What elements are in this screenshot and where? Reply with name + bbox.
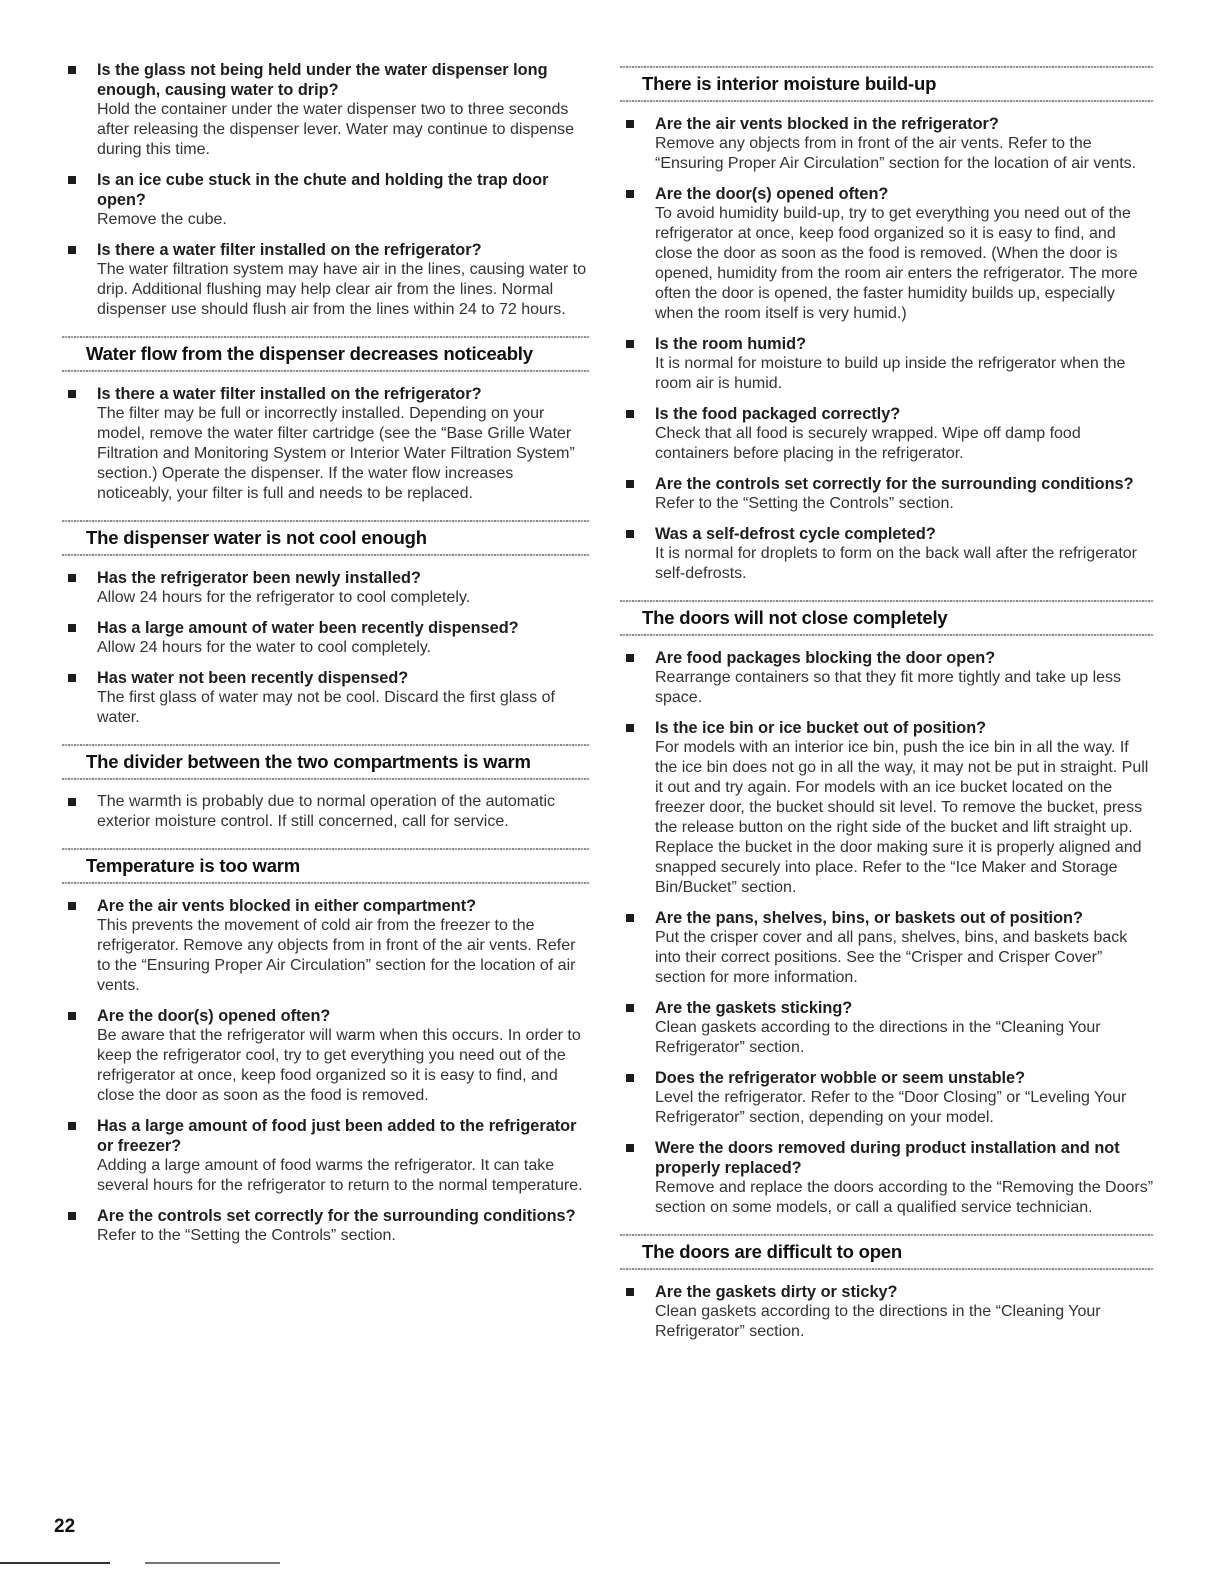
section-header [62, 744, 590, 780]
item-answer: Remove and replace the doors according to the “Removing the Doors” section on some models, or call a qualified service technician. [655, 1179, 1154, 1216]
section-heading: Water flow from the dispenser decreases noticeably [86, 343, 533, 364]
bullet-icon [68, 1012, 76, 1020]
item-answer: For models with an interior ice bin, push the ice bin in all the way. If the ice bin does not go in all the way, it may not be put in straight. Pull it out and try again. For models with an ice bucket located on the freezer door, the bucket should sit level. To remove the bucket, press the release button on the right side of the bucket and lift straight up. Replace the bucket in the door making sure it is properly aligned and snapped securely into place. Refer to the “Ice Maker and Storage Bin/Bucket” section. [655, 739, 1149, 896]
item-question: Were the doors removed during product installation and not properly replaced? [655, 1139, 1120, 1177]
bullet-icon [626, 914, 634, 922]
bullet-icon [68, 390, 76, 398]
list-item [62, 618, 590, 658]
list-item [62, 896, 590, 996]
list-item [620, 718, 1154, 898]
item-question: Has the refrigerator been newly installed? [97, 569, 421, 587]
item-answer: The first glass of water may not be cool. Discard the first glass of water. [97, 689, 555, 726]
item-answer: Remove the cube. [97, 211, 227, 228]
item-question: Has water not been recently dispensed? [97, 669, 409, 687]
bullet-icon [68, 902, 76, 910]
section-header [620, 1234, 1154, 1270]
bullet-icon [68, 1212, 76, 1220]
bullet-icon [626, 190, 634, 198]
item-answer: The filter may be full or incorrectly installed. Depending on your model, remove the water filter cartridge (see the “Base Grille Water Filtration and Monitoring System or Interior Water Filtration System” section.) Operate the dispenser. If the water flow increases noticeably, your filter is full and needs to be replaced. [97, 405, 575, 502]
list-item [620, 474, 1154, 514]
list-item [620, 908, 1154, 988]
bullet-icon [626, 654, 634, 662]
section-header [620, 66, 1154, 102]
item-answer: Adding a large amount of food warms the refrigerator. It can take several hours for the refrigerator to return to the normal temperature. [97, 1157, 583, 1194]
item-question: Are the air vents blocked in either compartment? [97, 897, 477, 915]
item-answer: Put the crisper cover and all pans, shelves, bins, and baskets back into their correct positions. See the “Crisper and Crisper Cover” section for more information. [655, 929, 1128, 986]
item-question: Are the controls set correctly for the surrounding conditions? [97, 1207, 576, 1225]
right-column [620, 66, 1154, 1352]
divider [620, 634, 1154, 636]
section-heading: The divider between the two compartments is warm [86, 751, 531, 772]
list-item [62, 170, 590, 230]
list-item [62, 668, 590, 728]
list-item [620, 1068, 1154, 1128]
divider [620, 1268, 1154, 1270]
section-heading: The doors are difficult to open [642, 1241, 902, 1262]
list-item [62, 568, 590, 608]
item-question: Is there a water filter installed on the refrigerator? [97, 385, 482, 403]
section-heading: The doors will not close completely [642, 607, 948, 628]
item-text: The warmth is probably due to normal operation of the automatic exterior moisture control. If still concerned, call for service. [97, 793, 556, 830]
list-item [620, 334, 1154, 394]
bullet-icon [68, 66, 76, 74]
section-header [62, 520, 590, 556]
item-question: Are the door(s) opened often? [655, 185, 889, 203]
list-item [62, 1006, 590, 1106]
bullet-icon [626, 530, 634, 538]
bullet-icon [68, 624, 76, 632]
section-header [62, 848, 590, 884]
divider [62, 370, 590, 372]
item-question: Is the glass not being held under the water dispenser long enough, causing water to drip? [97, 61, 548, 99]
item-question: Is there a water filter installed on the refrigerator? [97, 241, 482, 259]
section-header [62, 336, 590, 372]
section-heading: Temperature is too warm [86, 855, 301, 876]
list-item [62, 240, 590, 320]
list-item [620, 404, 1154, 464]
bullet-icon [626, 120, 634, 128]
item-question: Is the room humid? [655, 335, 807, 353]
divider [62, 554, 590, 556]
list-item [62, 1116, 590, 1196]
bullet-icon [626, 724, 634, 732]
bullet-icon [626, 1004, 634, 1012]
item-answer: Remove any objects from in front of the air vents. Refer to the “Ensuring Proper Air Circulation” section for the location of air vents. [655, 135, 1137, 172]
item-question: Are the controls set correctly for the surrounding conditions? [655, 475, 1134, 493]
page-number: 22 [54, 1516, 76, 1537]
item-question: Are food packages blocking the door open? [655, 649, 996, 667]
item-question: Is the food packaged correctly? [655, 405, 901, 423]
item-answer: To avoid humidity build-up, try to get everything you need out of the refrigerator at once, keep food organized so it is easy to find, and close the door as soon as the food is removed. (When the door is opened, humidity from the room air enters the refrigerator. The more often the door is opened, the faster humidity builds up, especially when the room itself is very humid.) [655, 205, 1138, 322]
item-answer: Clean gaskets according to the directions in the “Cleaning Your Refrigerator” section. [655, 1019, 1101, 1056]
list-item [62, 60, 590, 160]
item-question: Is the ice bin or ice bucket out of position? [655, 719, 987, 737]
bullet-icon [626, 1144, 634, 1152]
item-answer: Be aware that the refrigerator will warm when this occurs. In order to keep the refrigerator cool, try to get everything you need out of the refrigerator at once, keep food organized so it is easy to find, and close the door as soon as the food is removed. [97, 1027, 581, 1104]
item-question: Has a large amount of food just been added to the refrigerator or freezer? [97, 1117, 577, 1155]
item-answer: Hold the container under the water dispenser two to three seconds after releasing the dispenser lever. Water may continue to dispense during this time. [97, 101, 574, 158]
divider [62, 882, 590, 884]
bullet-icon [68, 1122, 76, 1130]
list-item [620, 998, 1154, 1058]
item-question: Are the air vents blocked in the refrigerator? [655, 115, 999, 133]
bullet-icon [626, 1074, 634, 1082]
list-item [62, 792, 590, 832]
item-answer: Clean gaskets according to the directions in the “Cleaning Your Refrigerator” section. [655, 1303, 1101, 1340]
item-question: Has a large amount of water been recently dispensed? [97, 619, 519, 637]
item-question: Are the gaskets sticking? [655, 999, 853, 1017]
bullet-icon [68, 674, 76, 682]
bullet-icon [626, 480, 634, 488]
divider [62, 778, 590, 780]
section-heading: There is interior moisture build-up [642, 73, 937, 94]
item-answer: Check that all food is securely wrapped. Wipe off damp food containers before placing in the refrigerator. [655, 425, 1081, 462]
bullet-icon [626, 1288, 634, 1296]
item-answer: This prevents the movement of cold air from the freezer to the refrigerator. Remove any objects from in front of the air vents. Refer to the “Ensuring Proper Air Circulation” section for the location of air vents. [97, 917, 576, 994]
item-answer: Level the refrigerator. Refer to the “Door Closing” or “Leveling Your Refrigerator” section, depending on your model. [655, 1089, 1127, 1126]
item-answer: Refer to the “Setting the Controls” section. [655, 495, 954, 512]
list-item [62, 1206, 590, 1246]
item-answer: Allow 24 hours for the refrigerator to cool completely. [97, 589, 471, 606]
list-item [620, 648, 1154, 708]
bullet-icon [626, 410, 634, 418]
list-item [620, 1138, 1154, 1218]
list-item [620, 524, 1154, 584]
item-answer: It is normal for droplets to form on the back wall after the refrigerator self-defrosts. [655, 545, 1137, 582]
item-question: Was a self-defrost cycle completed? [655, 525, 936, 543]
item-answer: Allow 24 hours for the water to cool completely. [97, 639, 432, 656]
list-item [620, 1282, 1154, 1342]
item-answer: The water filtration system may have air in the lines, causing water to drip. Additional flushing may help clear air from the lines. Normal dispenser use should flush air from the lines within 24 to 72 hours. [97, 261, 587, 318]
divider [620, 100, 1154, 102]
left-column [62, 60, 590, 1256]
item-question: Does the refrigerator wobble or seem unstable? [655, 1069, 1026, 1087]
item-question: Is an ice cube stuck in the chute and holding the trap door open? [97, 171, 549, 209]
section-header [620, 600, 1154, 636]
item-question: Are the door(s) opened often? [97, 1007, 331, 1025]
divider [0, 1562, 340, 1564]
list-item [620, 114, 1154, 174]
item-question: Are the gaskets dirty or sticky? [655, 1283, 898, 1301]
item-question: Are the pans, shelves, bins, or baskets out of position? [655, 909, 1083, 927]
bullet-icon [68, 246, 76, 254]
list-item [62, 384, 590, 504]
bullet-icon [68, 798, 76, 806]
bullet-icon [68, 574, 76, 582]
section-heading: The dispenser water is not cool enough [86, 527, 427, 548]
item-answer: Rearrange containers so that they fit more tightly and take up less space. [655, 669, 1122, 706]
list-item [620, 184, 1154, 324]
item-answer: Refer to the “Setting the Controls” section. [97, 1227, 396, 1244]
bullet-icon [626, 340, 634, 348]
item-answer: It is normal for moisture to build up inside the refrigerator when the room air is humid. [655, 355, 1126, 392]
bullet-icon [68, 176, 76, 184]
